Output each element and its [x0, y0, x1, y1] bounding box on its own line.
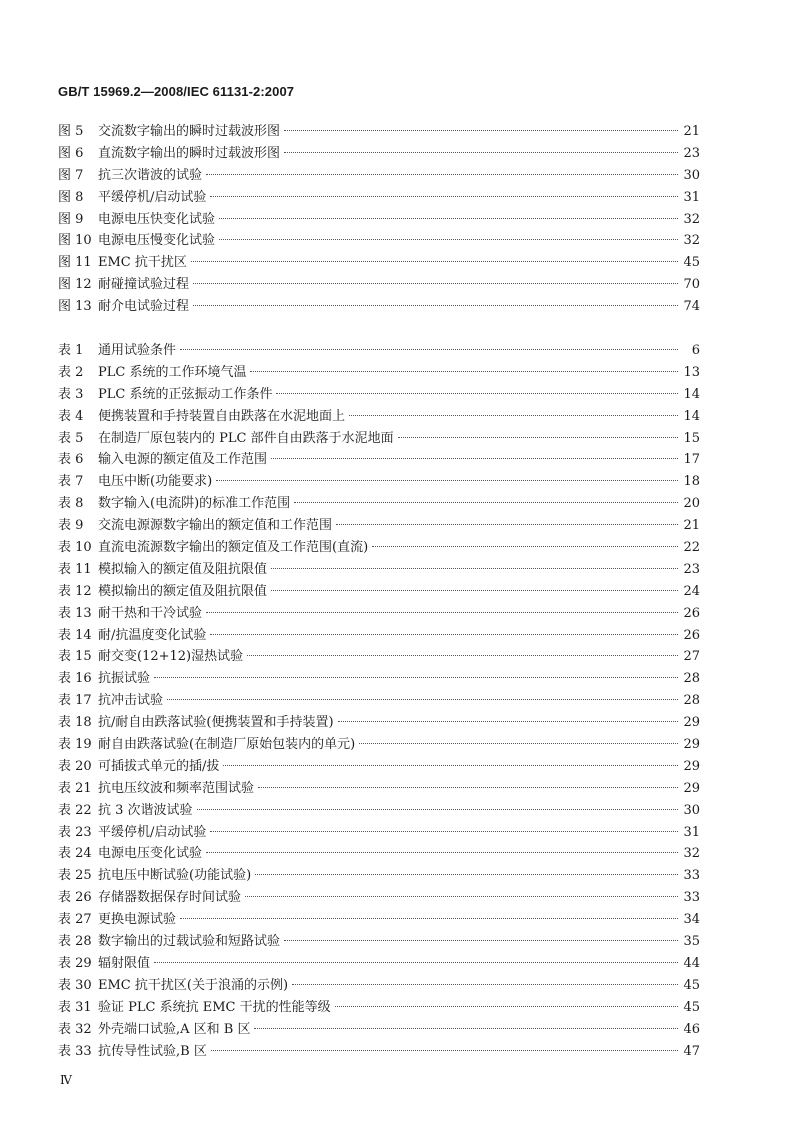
entry-title: 电源电压变化试验 [98, 846, 203, 862]
entry-title: 直流电流源数字输出的额定值及工作范围(直流) [98, 540, 369, 556]
dot-leader [219, 239, 678, 240]
entry-title: 验证 PLC 系统抗 EMC 干扰的性能等级 [98, 999, 331, 1015]
entry-page-number: 32 [683, 233, 700, 249]
table-entry[interactable] [58, 428, 700, 450]
entry-page-number: 15 [683, 430, 700, 446]
entry-page-number: 14 [683, 408, 700, 424]
table-entry[interactable] [58, 493, 700, 515]
dot-leader [250, 371, 678, 372]
entry-title: 耐介电试验过程 [98, 299, 190, 315]
dot-leader [258, 787, 678, 788]
entry-title: 直流数字输出的瞬时过载波形图 [98, 145, 281, 161]
entry-page-number: 32 [683, 846, 700, 862]
entry-page-number: 21 [683, 518, 700, 534]
table-entry[interactable] [58, 340, 700, 362]
entry-page-number: 33 [683, 868, 700, 884]
entry-number: 表 1 [58, 343, 84, 358]
figure-list [58, 121, 700, 318]
entry-page-number: 29 [683, 715, 700, 731]
entry-number: 表 23 [58, 824, 92, 840]
dot-leader [197, 809, 678, 810]
entry-title: 抗传导性试验,B 区 [98, 1043, 207, 1059]
dot-leader [167, 699, 678, 700]
figure-entry[interactable] [58, 274, 700, 296]
entry-number: 图 6 [58, 145, 84, 161]
entry-page-number: 31 [683, 189, 700, 205]
entry-number: 表 26 [58, 890, 92, 906]
entry-page-number: 28 [683, 693, 700, 709]
entry-page-number: 28 [683, 671, 700, 687]
figure-entry[interactable] [58, 209, 700, 231]
entry-title: EMC 抗干扰区(关于浪涌的示例) [98, 977, 289, 993]
dot-leader [216, 480, 678, 481]
entry-page-number: 17 [683, 452, 700, 468]
entry-page-number: 26 [683, 605, 700, 621]
figure-entry[interactable] [58, 296, 700, 318]
entry-number: 表 28 [58, 934, 92, 950]
table-entry[interactable] [58, 406, 700, 428]
entry-page-number: 32 [683, 211, 700, 227]
table-entry[interactable] [58, 712, 700, 734]
entry-number: 表 15 [58, 649, 92, 665]
entry-title: 电源电压慢变化试验 [98, 233, 216, 249]
table-entry[interactable] [58, 515, 700, 537]
entry-page-number: 44 [683, 955, 700, 971]
entry-title: EMC 抗干扰区 [98, 255, 187, 271]
entry-number: 表 22 [58, 802, 92, 818]
entry-number: 表 8 [58, 496, 84, 512]
entry-page-number: 21 [683, 124, 700, 139]
table-entry[interactable] [58, 931, 700, 953]
entry-page-number: 26 [683, 627, 700, 643]
entry-page-number: 47 [683, 1043, 700, 1059]
standard-header: GB/T 15969.2—2008/IEC 61131-2:2007 [58, 84, 295, 99]
dot-leader [284, 940, 678, 941]
dot-leader [219, 218, 678, 219]
dot-leader [154, 962, 678, 963]
entry-number: 表 10 [58, 540, 92, 556]
entry-title: 耐碰撞试验过程 [98, 277, 190, 293]
entry-number: 表 17 [58, 693, 92, 709]
entry-page-number: 13 [683, 364, 700, 380]
entry-page-number: 29 [683, 758, 700, 774]
entry-page-number: 23 [683, 561, 700, 577]
table-entry[interactable] [58, 537, 700, 559]
entry-title: PLC 系统的工作环境气温 [98, 364, 247, 380]
entry-number: 表 30 [58, 977, 92, 993]
dot-leader [276, 393, 678, 394]
table-entry[interactable] [58, 1019, 700, 1041]
entry-page-number: 45 [683, 977, 700, 993]
entry-page-number: 45 [683, 999, 700, 1015]
entry-number: 表 19 [58, 737, 92, 753]
entry-title: 辐射限值 [98, 955, 151, 971]
entry-number: 表 13 [58, 605, 92, 621]
entry-title: 耐交变(12+12)湿热试验 [98, 649, 244, 665]
table-entry[interactable] [58, 668, 700, 690]
table-entry[interactable] [58, 471, 700, 493]
dot-leader [206, 852, 678, 853]
entry-title: 在制造厂原包装内的 PLC 部件自由跌落于水泥地面 [98, 430, 394, 446]
entry-number: 表 16 [58, 671, 92, 687]
dot-leader [294, 502, 678, 503]
entry-page-number: 45 [683, 255, 700, 271]
entry-title: 耐自由跌落试验(在制造厂原始包装内的单元) [98, 737, 356, 753]
entry-page-number: 29 [683, 737, 700, 753]
table-entry[interactable] [58, 690, 700, 712]
entry-title: 抗电压纹波和频率范围试验 [98, 780, 255, 796]
table-entry[interactable] [58, 822, 700, 844]
entry-page-number: 33 [683, 890, 700, 906]
entry-title: 存储器数据保存时间试验 [98, 890, 242, 906]
entry-number: 图 5 [58, 124, 84, 139]
entry-page-number: 22 [683, 540, 700, 556]
page-number: Ⅳ [60, 1073, 72, 1087]
entry-number: 表 2 [58, 364, 84, 380]
figure-entry[interactable] [58, 165, 700, 187]
dot-leader [210, 634, 678, 635]
entry-title: 耐干热和干冷试验 [98, 605, 203, 621]
entry-number: 表 9 [58, 518, 84, 534]
entry-page-number: 18 [683, 474, 700, 490]
table-entry[interactable] [58, 975, 700, 997]
entry-number: 表 29 [58, 955, 92, 971]
entry-number: 表 33 [58, 1043, 92, 1059]
entry-title: 数字输出的过载试验和短路试验 [98, 934, 281, 950]
dot-leader [271, 568, 678, 569]
figure-entry[interactable] [58, 187, 700, 209]
dot-leader [398, 437, 678, 438]
dot-leader [335, 1006, 678, 1007]
entry-number: 表 3 [58, 386, 84, 402]
entry-page-number: 74 [683, 299, 700, 315]
entry-page-number: 34 [683, 912, 700, 928]
table-entry[interactable] [58, 646, 700, 668]
dot-leader [372, 546, 678, 547]
entry-title: 电压中断(功能要求) [98, 474, 213, 490]
entry-page-number: 20 [683, 496, 700, 512]
dot-leader [245, 896, 678, 897]
dot-leader [292, 984, 678, 985]
entry-number: 图 7 [58, 167, 84, 183]
entry-number: 表 31 [58, 999, 92, 1015]
dot-leader [206, 174, 678, 175]
table-entry[interactable] [58, 800, 700, 822]
entry-page-number: 31 [683, 824, 700, 840]
entry-number: 表 4 [58, 408, 84, 424]
entry-title: 抗电压中断试验(功能试验) [98, 868, 252, 884]
table-entry[interactable] [58, 887, 700, 909]
dot-leader [193, 305, 678, 306]
entry-number: 表 11 [58, 561, 92, 577]
table-entry[interactable] [58, 449, 700, 471]
figure-entry[interactable] [58, 252, 700, 274]
dot-leader [271, 458, 678, 459]
entry-number: 表 5 [58, 430, 84, 446]
entry-page-number: 24 [683, 583, 700, 599]
entry-page-number: 14 [683, 386, 700, 402]
table-entry[interactable] [58, 1041, 700, 1063]
entry-number: 图 13 [58, 299, 92, 315]
entry-title: 平缓停机/启动试验 [98, 189, 207, 205]
entry-number: 表 25 [58, 868, 92, 884]
dot-leader [206, 612, 678, 613]
entry-page-number: 23 [683, 145, 700, 161]
table-entry[interactable] [58, 953, 700, 975]
dot-leader [210, 196, 678, 197]
entry-title: 交流电源源数字输出的额定值和工作范围 [98, 518, 333, 534]
entry-title: 模拟输出的额定值及阻抗限值 [98, 583, 268, 599]
table-entry[interactable] [58, 843, 700, 865]
table-entry[interactable] [58, 778, 700, 800]
entry-title: 模拟输入的额定值及阻抗限值 [98, 561, 268, 577]
entry-number: 表 27 [58, 912, 92, 928]
dot-leader [254, 1028, 678, 1029]
table-entry[interactable] [58, 384, 700, 406]
table-entry[interactable] [58, 734, 700, 756]
dot-leader [247, 655, 678, 656]
figure-entry[interactable] [58, 121, 700, 143]
entry-number: 表 21 [58, 780, 92, 796]
figure-entry[interactable] [58, 230, 700, 252]
dot-leader [180, 918, 678, 919]
entry-page-number: 70 [683, 277, 700, 293]
table-entry[interactable] [58, 581, 700, 603]
entry-page-number: 6 [691, 343, 700, 358]
entry-title: 更换电源试验 [98, 912, 177, 928]
table-entry[interactable] [58, 603, 700, 625]
dot-leader [284, 130, 678, 131]
dot-leader [284, 152, 678, 153]
table-list [58, 340, 700, 1062]
table-entry[interactable] [58, 997, 700, 1019]
entry-number: 表 24 [58, 846, 92, 862]
table-entry[interactable] [58, 559, 700, 581]
entry-title: PLC 系统的正弦振动工作条件 [98, 386, 273, 402]
dot-leader [338, 721, 678, 722]
entry-number: 图 10 [58, 233, 92, 249]
dot-leader [336, 524, 678, 525]
entry-number: 图 9 [58, 211, 84, 227]
entry-number: 图 8 [58, 189, 84, 205]
entry-title: 抗 3 次谐波试验 [98, 802, 193, 818]
entry-title: 交流数字输出的瞬时过载波形图 [98, 124, 281, 139]
entry-title: 抗振试验 [98, 671, 151, 687]
entry-title: 输入电源的额定值及工作范围 [98, 452, 268, 468]
entry-title: 外壳端口试验,A 区和 B 区 [98, 1021, 251, 1037]
dot-leader [211, 1050, 678, 1051]
entry-number: 表 12 [58, 583, 92, 599]
entry-title: 通用试验条件 [98, 343, 177, 358]
entry-title: 平缓停机/启动试验 [98, 824, 207, 840]
dot-leader [223, 765, 678, 766]
entry-number: 表 14 [58, 627, 92, 643]
table-entry[interactable] [58, 362, 700, 384]
dot-leader [210, 831, 678, 832]
dot-leader [349, 415, 678, 416]
dot-leader [255, 874, 678, 875]
entry-page-number: 29 [683, 780, 700, 796]
entry-title: 抗冲击试验 [98, 693, 164, 709]
entry-page-number: 30 [683, 167, 700, 183]
dot-leader [180, 349, 678, 350]
dot-leader [193, 283, 678, 284]
dot-leader [154, 677, 678, 678]
entry-title: 可插拔式单元的插/拔 [98, 758, 220, 774]
entry-number: 表 7 [58, 474, 84, 490]
table-entry[interactable] [58, 865, 700, 887]
entry-number: 图 12 [58, 277, 92, 293]
dot-leader [191, 261, 678, 262]
entry-title: 耐/抗温度变化试验 [98, 627, 207, 643]
table-entry[interactable] [58, 756, 700, 778]
dot-leader [271, 590, 678, 591]
entry-number: 表 6 [58, 452, 84, 468]
entry-number: 表 20 [58, 758, 92, 774]
entry-number: 表 18 [58, 715, 92, 731]
entry-title: 数字输入(电流阱)的标准工作范围 [98, 496, 291, 512]
entry-page-number: 46 [683, 1021, 700, 1037]
entry-number: 表 32 [58, 1021, 92, 1037]
table-entry[interactable] [58, 909, 700, 931]
entry-number: 图 11 [58, 255, 92, 271]
entry-page-number: 35 [683, 934, 700, 950]
entry-title: 电源电压快变化试验 [98, 211, 216, 227]
table-entry[interactable] [58, 625, 700, 647]
entry-page-number: 30 [683, 802, 700, 818]
entry-title: 抗三次谐波的试验 [98, 167, 203, 183]
dot-leader [359, 743, 678, 744]
entry-page-number: 27 [683, 649, 700, 665]
figure-entry[interactable] [58, 143, 700, 165]
entry-title: 便携装置和手持装置自由跌落在水泥地面上 [98, 408, 346, 424]
entry-title: 抗/耐自由跌落试验(便携装置和手持装置) [98, 715, 334, 731]
